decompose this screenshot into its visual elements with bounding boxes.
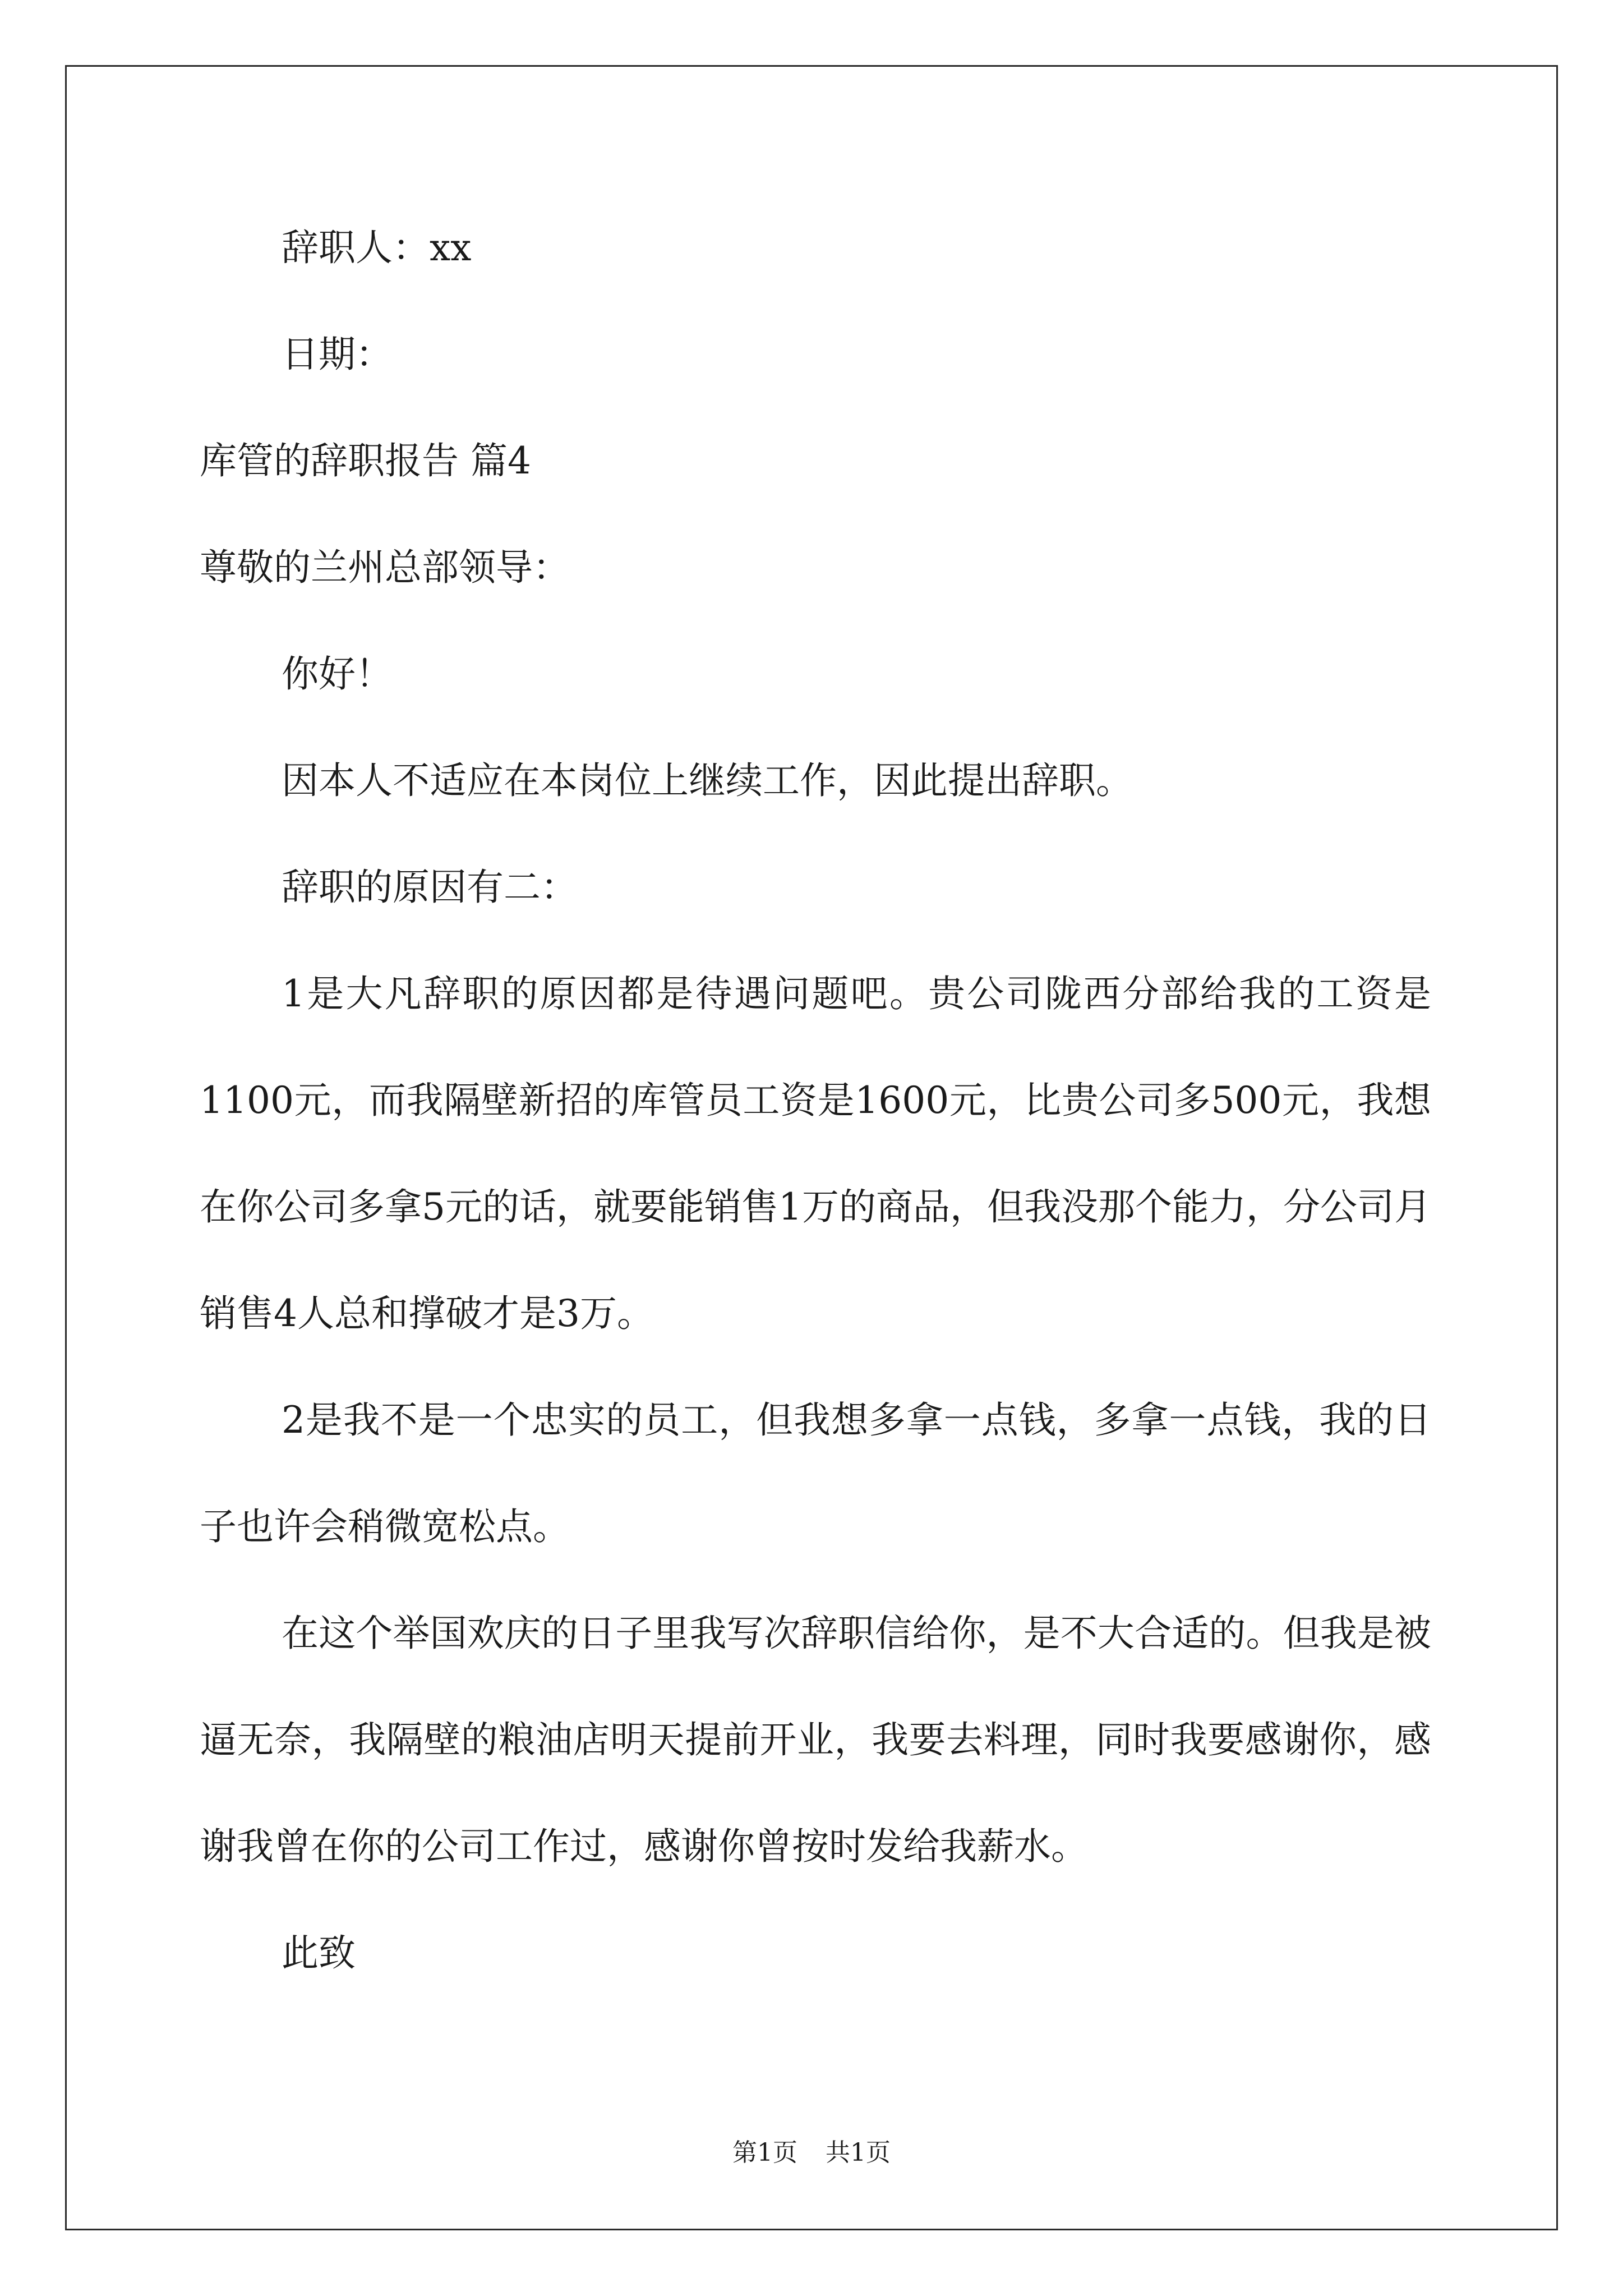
paragraph: 2是我不是一个忠实的员工，但我想多拿一点钱，多拿一点钱，我的日子也许会稍微宽松点。 — [200, 1398, 1431, 1548]
page-footer — [0, 2132, 1623, 2168]
paragraph: 辞职的原因有二： — [282, 866, 578, 909]
section-title: 库管的辞职报告 篇4 — [200, 439, 531, 482]
paragraph-list — [200, 728, 1431, 2007]
paragraph: 在这个举国欢庆的日子里我写次辞职信给你，是不大合适的。但我是被逼无奈，我隔壁的粮油店明天提前开业，我要去料理，同时我要感谢你，感谢我曾在你的公司工作过，感谢你曾按时发给我薪水。 — [200, 1612, 1431, 1868]
greeting: 你好！ — [282, 652, 393, 696]
paragraph: 1是大凡辞职的原因都是待遇问题吧。贵公司陇西分部给我的工资是1100元，而我隔壁新招的库管员工资是1600元，比贵公司多500元，我想在你公司多拿5元的话，就要能销售1万的商品，但我没那个能力，分公司月销售4人总和撑破才是3万。 — [200, 972, 1431, 1335]
date-line: 日期： — [282, 333, 393, 376]
salutation: 尊敬的兰州总部领导： — [200, 546, 570, 589]
page-number: 第1页 — [732, 2138, 797, 2167]
page-total: 共1页 — [826, 2138, 891, 2167]
resigner-line: 辞职人：xx — [282, 226, 472, 269]
paragraph: 此致 — [282, 1931, 356, 1975]
paragraph: 因本人不适应在本岗位上继续工作，因此提出辞职。 — [282, 759, 1133, 802]
